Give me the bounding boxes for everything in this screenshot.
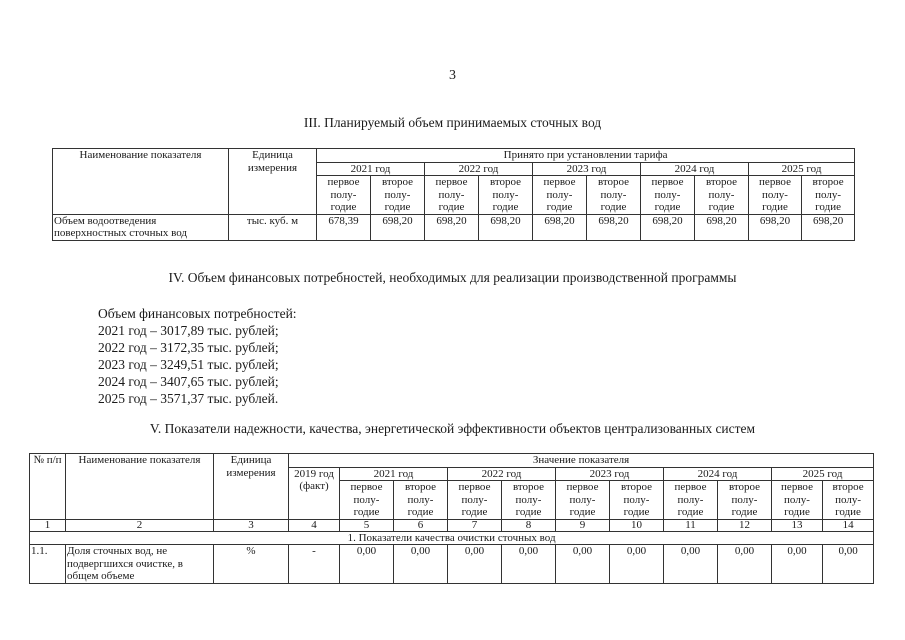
column-number: 7 [448, 519, 502, 531]
value-cell: 678,39 [317, 214, 371, 240]
header-year: 2022 год [425, 162, 533, 176]
row-no: 1.1. [30, 545, 66, 584]
header-half-first: первое полу-годие [749, 176, 802, 215]
header-tariff: Принято при установлении тарифа [317, 149, 855, 163]
column-number-row [30, 519, 874, 531]
column-number: 4 [289, 519, 340, 531]
header-half-second: второе полу-годие [502, 481, 556, 520]
financial-needs-block [98, 305, 297, 407]
header-year: 2021 год [340, 467, 448, 481]
header-half-second: второе полу-годие [587, 176, 641, 215]
value-cell: 0,00 [823, 545, 874, 584]
value-cell: 0,00 [718, 545, 772, 584]
financial-needs-intro: Объем финансовых потребностей: [98, 306, 297, 321]
header-name: Наименование показателя [66, 454, 214, 520]
value-cell: 698,20 [641, 214, 695, 240]
column-number: 11 [664, 519, 718, 531]
financial-year-line: 2021 год – 3017,89 тыс. рублей; [98, 323, 279, 338]
header-year: 2021 год [317, 162, 425, 176]
header-half-second: второе полу-годие [823, 481, 874, 520]
header-no: № п/п [30, 454, 66, 520]
column-number: 2 [66, 519, 214, 531]
header-half-second: второе полу-годие [479, 176, 533, 215]
header-half-first: первое полу-годие [533, 176, 587, 215]
header-year: 2023 год [556, 467, 664, 481]
table-row [53, 214, 855, 240]
header-half-first: первое полу-годие [664, 481, 718, 520]
header-half-first: первое полу-годие [340, 481, 394, 520]
value-cell: 0,00 [448, 545, 502, 584]
group-title: 1. Показатели качества очистки сточных вод [30, 531, 874, 545]
column-number: 12 [718, 519, 772, 531]
table-row [30, 545, 874, 584]
column-number: 5 [340, 519, 394, 531]
section-3-title: III. Планируемый объем принимаемых сточных вод [303, 115, 602, 130]
header-unit: Единица измерения [229, 149, 317, 215]
column-number: 3 [214, 519, 289, 531]
value-cell: 698,20 [479, 214, 533, 240]
header-half-first: первое полу-годие [641, 176, 695, 215]
column-number: 14 [823, 519, 874, 531]
header-half-second: второе полу-годие [802, 176, 855, 215]
financial-year-line: 2022 год – 3172,35 тыс. рублей; [98, 340, 279, 355]
header-half-second: второе полу-годие [610, 481, 664, 520]
column-number: 8 [502, 519, 556, 531]
header-half-first: первое полу-годие [425, 176, 479, 215]
header-half-first: первое полу-годие [448, 481, 502, 520]
reliability-indicators-table [29, 453, 874, 584]
value-cell: 698,20 [749, 214, 802, 240]
value-cell: 0,00 [772, 545, 823, 584]
column-number: 13 [772, 519, 823, 531]
header-half-second: второе полу-годие [371, 176, 425, 215]
header-half-first: первое полу-годие [556, 481, 610, 520]
header-2019: 2019 год (факт) [289, 467, 340, 519]
header-year: 2025 год [772, 467, 874, 481]
header-half-second: второе полу-годие [718, 481, 772, 520]
value-cell: 0,00 [610, 545, 664, 584]
financial-year-line: 2023 год – 3249,51 тыс. рублей; [98, 357, 279, 372]
header-value: Значение показателя [289, 454, 874, 468]
header-half-second: второе полу-годие [695, 176, 749, 215]
column-number: 6 [394, 519, 448, 531]
value-cell: 0,00 [502, 545, 556, 584]
financial-year-line: 2024 год – 3407,65 тыс. рублей; [98, 374, 279, 389]
row-unit: % [214, 545, 289, 584]
value-cell: 698,20 [587, 214, 641, 240]
section-5-title: V. Показатели надежности, качества, энергетической эффективности объектов централизованных систем [149, 421, 756, 436]
value-cell: 698,20 [533, 214, 587, 240]
row-2019-value: - [289, 545, 340, 584]
value-cell: 0,00 [394, 545, 448, 584]
value-cell: 0,00 [556, 545, 610, 584]
header-half-second: второе полу-годие [394, 481, 448, 520]
wastewater-volume-table [52, 148, 855, 241]
value-cell: 0,00 [664, 545, 718, 584]
header-year: 2024 год [641, 162, 749, 176]
value-cell: 698,20 [371, 214, 425, 240]
section-4-title: IV. Объем финансовых потребностей, необходимых для реализации производственной программы [168, 270, 737, 285]
header-unit: Единица измерения [214, 454, 289, 520]
header-year: 2022 год [448, 467, 556, 481]
value-cell: 0,00 [340, 545, 394, 584]
row-unit: тыс. куб. м [229, 214, 317, 240]
value-cell: 698,20 [695, 214, 749, 240]
value-cell: 698,20 [802, 214, 855, 240]
row-name: Объем водоотведения поверхностных сточных вод [53, 214, 229, 240]
header-year: 2024 год [664, 467, 772, 481]
row-name: Доля сточных вод, не подвергшихся очистке, в общем объеме [66, 545, 214, 584]
header-half-first: первое полу-годие [772, 481, 823, 520]
financial-year-line: 2025 год – 3571,37 тыс. рублей. [98, 391, 279, 406]
header-year: 2025 год [749, 162, 855, 176]
header-half-first: первое полу-годие [317, 176, 371, 215]
column-number: 9 [556, 519, 610, 531]
value-cell: 698,20 [425, 214, 479, 240]
header-name: Наименование показателя [53, 149, 229, 215]
page-number: 3 [449, 68, 456, 83]
column-number: 10 [610, 519, 664, 531]
column-number: 1 [30, 519, 66, 531]
header-year: 2023 год [533, 162, 641, 176]
